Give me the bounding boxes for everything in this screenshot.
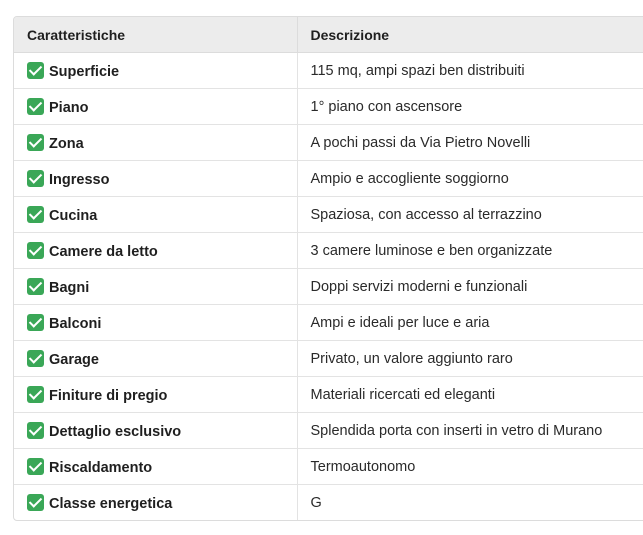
column-header-features: Caratteristiche	[14, 17, 297, 53]
check-mark-icon	[27, 98, 44, 115]
table-row	[14, 377, 643, 413]
feature-label: Piano	[49, 99, 89, 116]
feature-label: Cucina	[49, 207, 98, 224]
column-header-description: Descrizione	[297, 17, 643, 53]
feature-label: Bagni	[49, 279, 90, 296]
table-row	[14, 449, 643, 485]
feature-cell	[14, 125, 297, 161]
check-mark-icon	[27, 242, 44, 259]
feature-cell	[14, 161, 297, 197]
table-row	[14, 197, 643, 233]
description-cell: Doppi servizi moderni e funzionali	[297, 269, 643, 305]
description-cell: Privato, un valore aggiunto raro	[297, 341, 643, 377]
description-cell: 1° piano con ascensore	[297, 89, 643, 125]
table-row	[14, 305, 643, 341]
check-mark-icon	[27, 350, 44, 367]
table-row	[14, 125, 643, 161]
description-cell: 115 mq, ampi spazi ben distribuiti	[297, 53, 643, 89]
check-mark-icon	[27, 422, 44, 439]
feature-label: Classe energetica	[49, 495, 173, 512]
description-cell: Splendida porta con inserti in vetro di Murano	[297, 413, 643, 449]
table-row	[14, 485, 643, 521]
feature-cell	[14, 413, 297, 449]
description-cell: Ampio e accogliente soggiorno	[297, 161, 643, 197]
table-row	[14, 341, 643, 377]
description-cell: A pochi passi da Via Pietro Novelli	[297, 125, 643, 161]
check-mark-icon	[27, 62, 44, 79]
feature-cell	[14, 89, 297, 125]
check-mark-icon	[27, 458, 44, 475]
table-row	[14, 269, 643, 305]
feature-cell	[14, 377, 297, 413]
description-cell: Ampi e ideali per luce e aria	[297, 305, 643, 341]
check-mark-icon	[27, 278, 44, 295]
feature-cell	[14, 197, 297, 233]
features-table	[14, 17, 643, 520]
description-cell: 3 camere luminose e ben organizzate	[297, 233, 643, 269]
table-row	[14, 161, 643, 197]
description-cell: Materiali ricercati ed eleganti	[297, 377, 643, 413]
feature-label: Zona	[49, 135, 84, 152]
table-header-row	[14, 17, 643, 53]
feature-label: Finiture di pregio	[49, 387, 168, 404]
description-cell: G	[297, 485, 643, 521]
description-cell: Termoautonomo	[297, 449, 643, 485]
features-table-container	[13, 16, 643, 521]
feature-label: Garage	[49, 351, 99, 368]
table-row	[14, 413, 643, 449]
table-row	[14, 89, 643, 125]
feature-cell	[14, 233, 297, 269]
feature-cell	[14, 485, 297, 521]
feature-cell	[14, 341, 297, 377]
feature-label: Dettaglio esclusivo	[49, 423, 182, 440]
check-mark-icon	[27, 494, 44, 511]
feature-label: Riscaldamento	[49, 459, 153, 476]
check-mark-icon	[27, 170, 44, 187]
check-mark-icon	[27, 314, 44, 331]
table-row	[14, 53, 643, 89]
check-mark-icon	[27, 206, 44, 223]
feature-label: Balconi	[49, 315, 102, 332]
feature-cell	[14, 53, 297, 89]
feature-label: Superficie	[49, 63, 120, 80]
feature-cell	[14, 305, 297, 341]
feature-label: Ingresso	[49, 171, 110, 188]
feature-cell	[14, 449, 297, 485]
table-row	[14, 233, 643, 269]
description-cell: Spaziosa, con accesso al terrazzino	[297, 197, 643, 233]
feature-cell	[14, 269, 297, 305]
check-mark-icon	[27, 134, 44, 151]
check-mark-icon	[27, 386, 44, 403]
feature-label: Camere da letto	[49, 243, 158, 260]
